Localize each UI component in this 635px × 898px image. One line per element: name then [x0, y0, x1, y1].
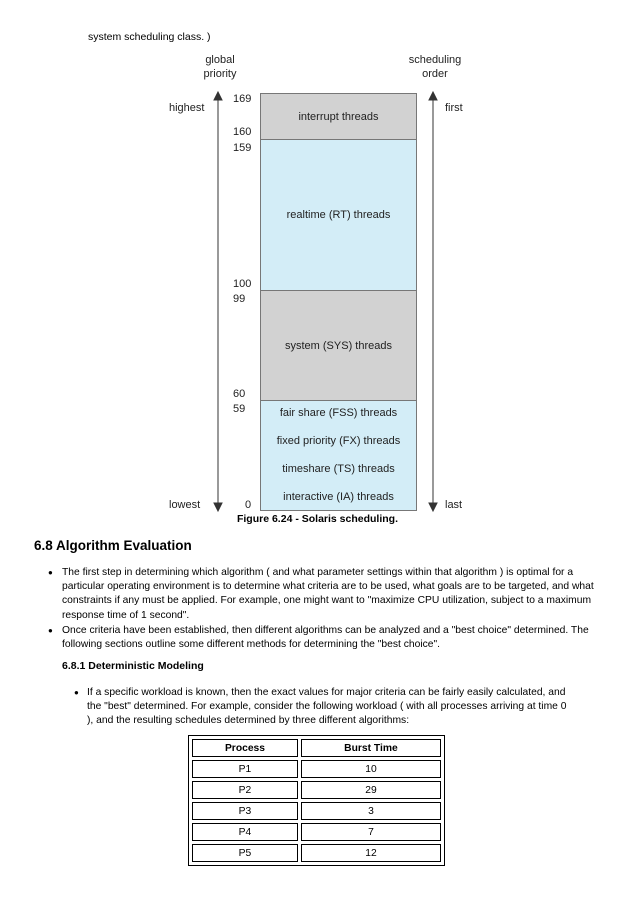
lowest-label: lowest	[169, 499, 201, 511]
ia-threads-label: interactive (IA) threads	[283, 491, 394, 503]
table-row	[192, 760, 441, 778]
subsection-title: 6.8.1 Deterministic Modeling	[62, 660, 204, 672]
section-bullet-list	[48, 566, 600, 653]
subsection-bullet-list	[74, 686, 574, 729]
process-cell: P5	[192, 844, 298, 862]
table-header-row	[192, 739, 441, 757]
process-cell: P1	[192, 760, 298, 778]
priority-169: 169	[233, 93, 252, 105]
highest-label: highest	[169, 102, 205, 114]
table-row	[192, 844, 441, 862]
table-row	[192, 823, 441, 841]
priority-60: 60	[233, 388, 246, 400]
fx-threads-label: fixed priority (FX) threads	[276, 435, 401, 447]
process-cell: P2	[192, 781, 298, 799]
header-line: priority	[203, 68, 237, 80]
table-row	[192, 802, 441, 820]
header-line: scheduling	[408, 54, 462, 66]
priority-100: 100	[233, 278, 252, 290]
burst-time-cell: 12	[301, 844, 441, 862]
process-header: Process	[192, 739, 298, 757]
right-arrow-down-head	[429, 503, 437, 511]
bullet-item: ● Once criteria have been established, then different algorithms can be analyzed and a "best choice" determined. The following sections outline some different methods for determining the "best choice".	[48, 624, 600, 652]
band-label: interrupt threads	[298, 110, 379, 123]
left-arrow-down-head	[214, 503, 222, 511]
last-label: last	[445, 499, 463, 511]
burst-time-cell: 3	[301, 802, 441, 820]
bullet-item: ● If a specific workload is known, then the exact values for major criteria can be fairly easily calculated, and the "best" determined. For example, consider the following workload ( with all processes arriving at time 0 ), and the resulting schedules determined by three different algorithms:	[74, 686, 574, 729]
user-threads-band	[260, 400, 417, 511]
burst-time-cell: 29	[301, 781, 441, 799]
figure-caption: Figure 6.24 - Solaris scheduling.	[236, 513, 399, 525]
burst-time-header: Burst Time	[301, 739, 441, 757]
top-text-fragment: system scheduling class. )	[88, 31, 211, 43]
process-cell: P3	[192, 802, 298, 820]
section-title: 6.8 Algorithm Evaluation	[34, 538, 192, 553]
system-threads-band	[260, 290, 417, 401]
fss-threads-label: fair share (FSS) threads	[279, 407, 398, 419]
priority-0: 0	[245, 499, 252, 511]
first-label: first	[445, 102, 463, 114]
burst-time-cell: 10	[301, 760, 441, 778]
priority-160: 160	[233, 126, 252, 138]
bullet-item: ● The first step in determining which algorithm ( and what parameter settings within that algorithm ) is optimal for a particular operating environment is to determine what criteria are to be used, what goals are to be targeted, and what constraints if any must be applied. For example, one might want to "maximize CPU utilization, subject to a maximum response time of 1 second".	[48, 566, 600, 623]
priority-159: 159	[233, 142, 252, 154]
table-row	[192, 781, 441, 799]
header-line: global	[205, 54, 235, 66]
band-label: system (SYS) threads	[285, 339, 392, 352]
interrupt-threads-band	[260, 93, 417, 140]
left-arrow-up-head	[214, 92, 222, 100]
ts-threads-label: timeshare (TS) threads	[282, 463, 395, 475]
realtime-threads-band	[260, 139, 417, 291]
priority-59: 59	[233, 403, 246, 415]
priority-99: 99	[233, 293, 246, 305]
right-arrow-up-head	[429, 92, 437, 100]
band-label: realtime (RT) threads	[286, 209, 391, 221]
process-cell: P4	[192, 823, 298, 841]
workload-table	[188, 735, 445, 866]
header-line: order	[422, 68, 448, 80]
burst-time-cell: 7	[301, 823, 441, 841]
